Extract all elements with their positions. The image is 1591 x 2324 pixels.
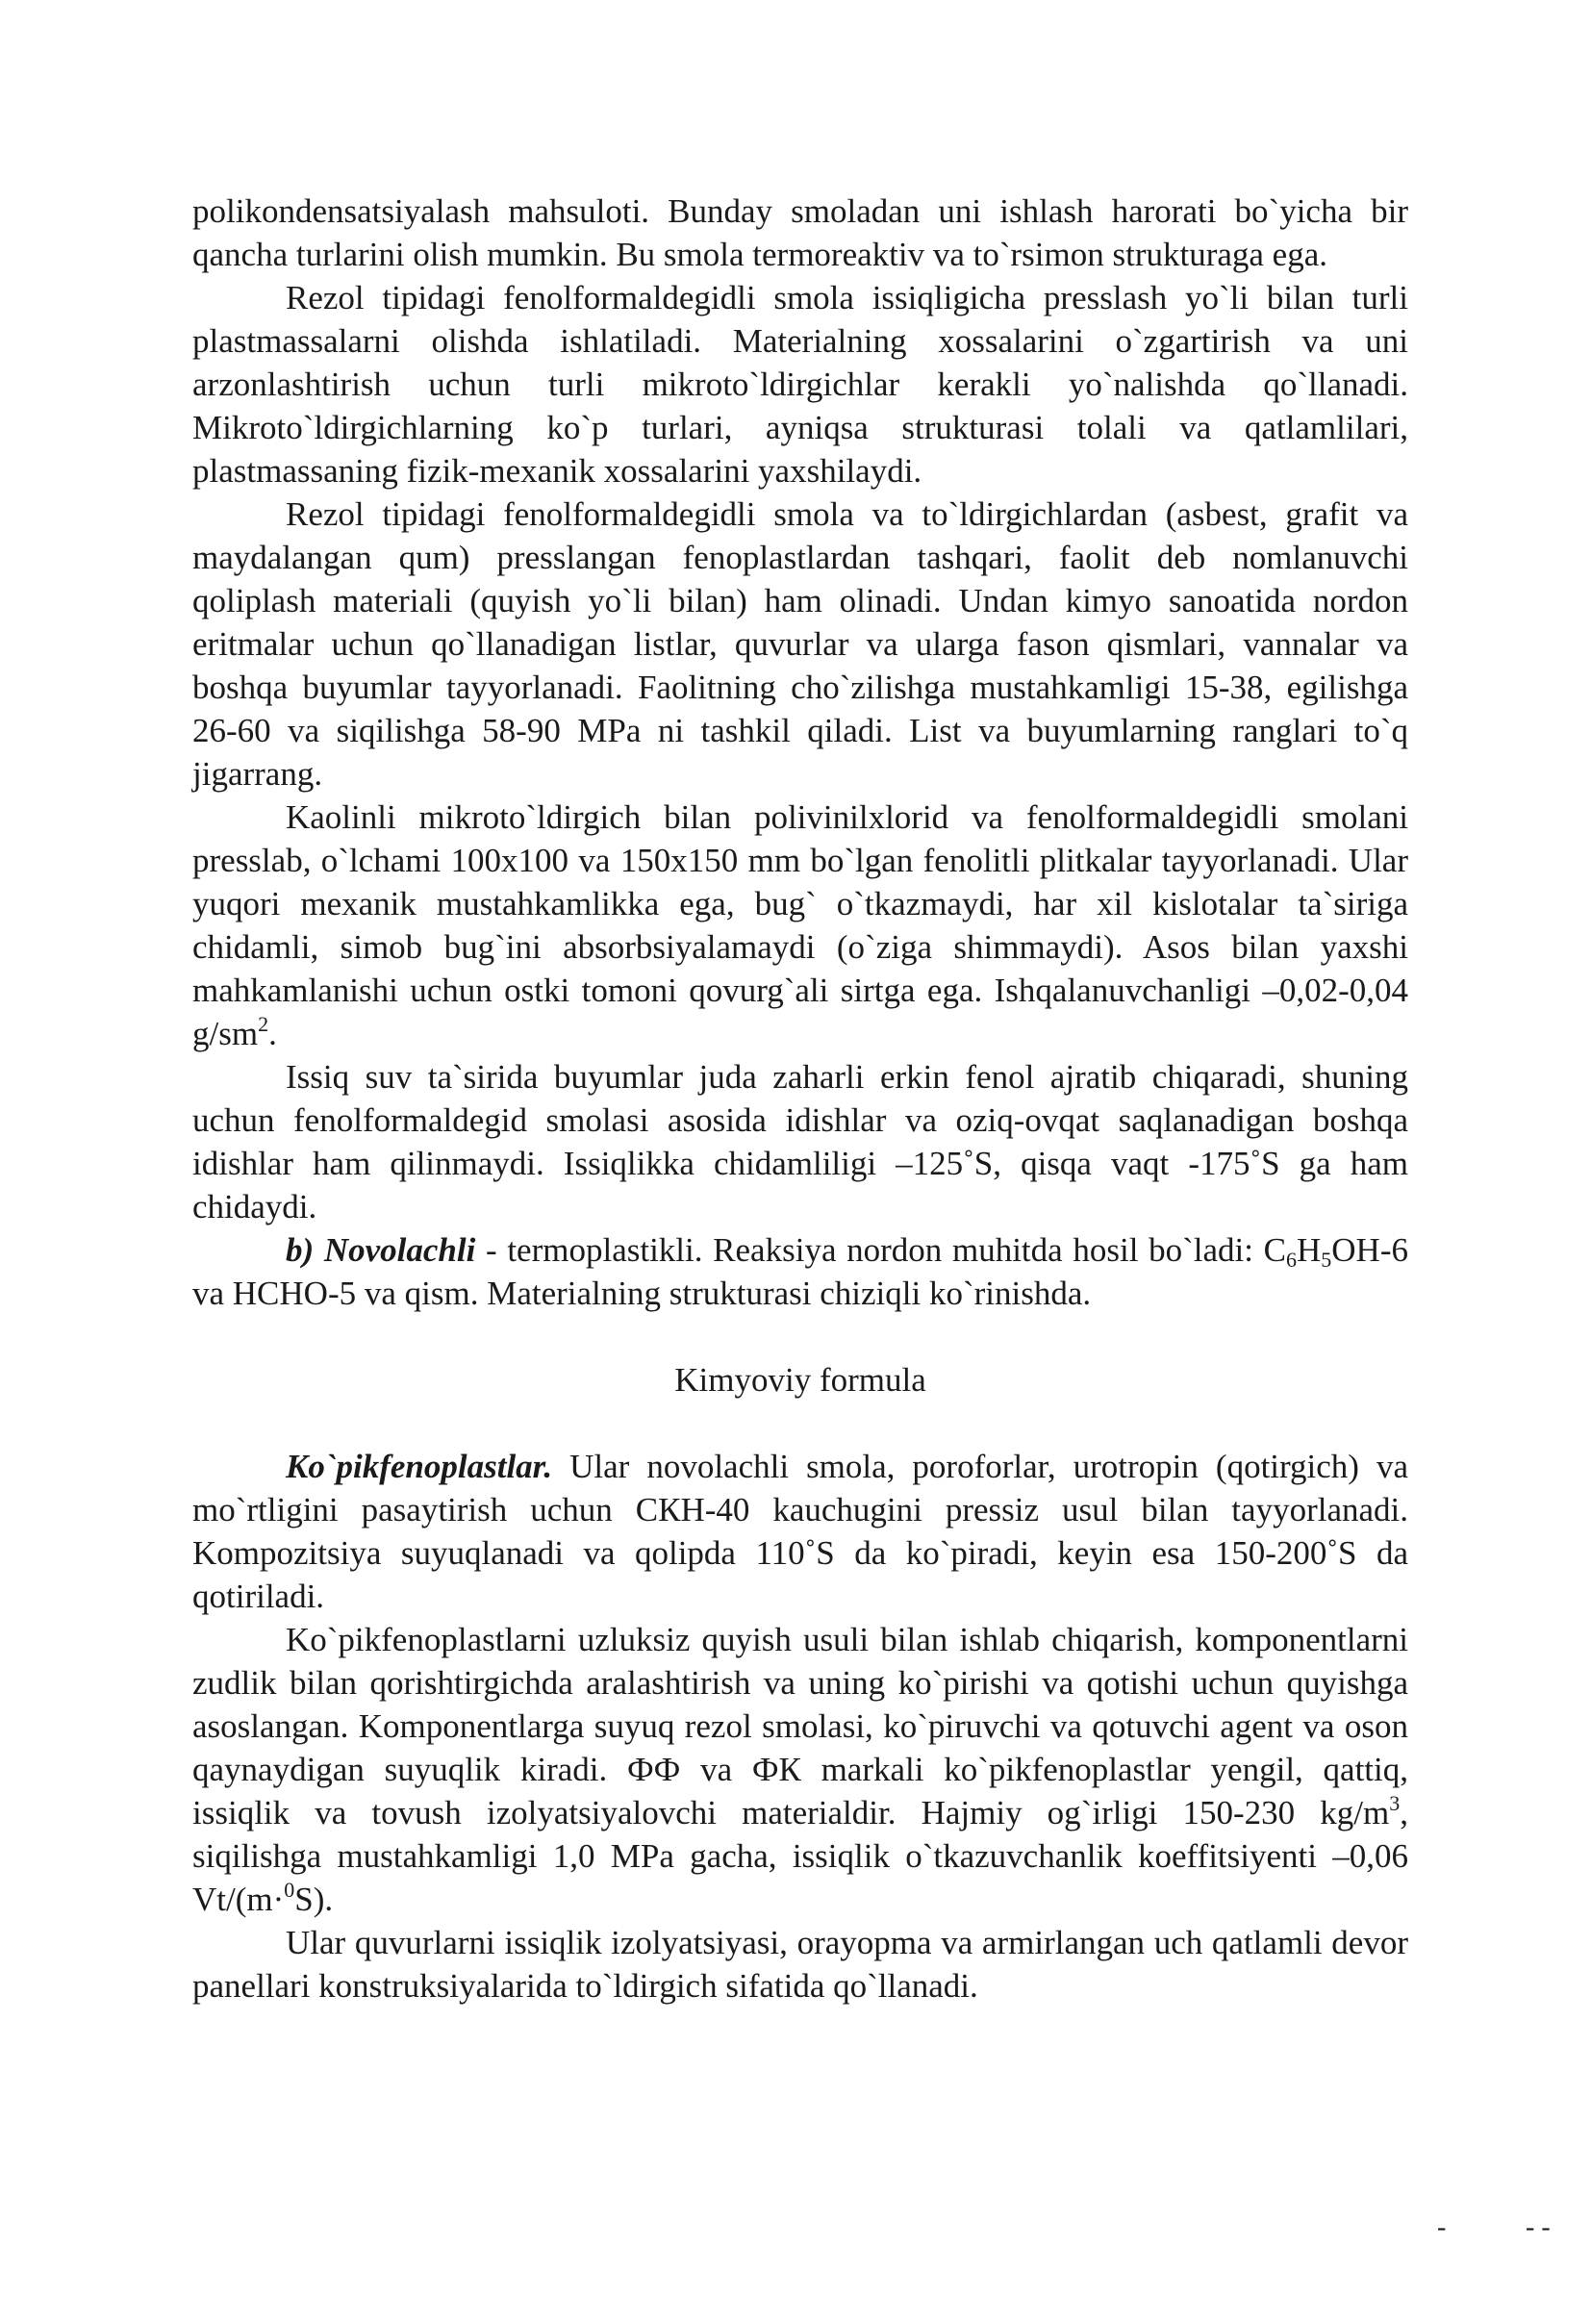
paragraph-6-text: - termoplastikli. Reaksiya nordon muhitda hosil bo`ladi: C xyxy=(475,1231,1286,1269)
paragraph-4-text: Kaolinli mikroto`ldirgich bilan polivinilxlorid va fenolformaldegidli smolani presslab, o`lchami 100x100 va 150x150 mm bo`lgan fenolitli plitkalar tayyorlanadi. Ular yuqori mexanik mustahkamlikka ega, bug` o`tkazmaydi, har xil kislotalar ta`siriga chidamli, simob bug`ini absorbsiyalamaydi (o`ziga shimmaydi). Asos bilan yaxshi mahkamlanishi uchun ostki tomoni qovurg`ali sirtga ega. Ishqalanuvchanligi –0,02-0,04 g/sm xyxy=(192,798,1408,1052)
page-footer xyxy=(1437,2212,1551,2324)
spacer xyxy=(192,1315,1408,1358)
footer-left-mark: - xyxy=(1437,2212,1447,2242)
paragraph-7-text: Ular novolachli smola, poroforlar, urotropin (qotirgich) va mo`rtligini pasaytirish uchun СКН-40 kauchugini pressiz usul bilan tayyorlanadi. Kompozitsiya suyuqlanadi va qolipda 110˚S da ko`piradi, keyin esa 150-200˚S da qotiriladi. xyxy=(192,1448,1408,1615)
spacer xyxy=(192,1402,1408,1445)
document-page xyxy=(192,189,1408,2008)
paragraph-7 xyxy=(192,1445,1408,1618)
paragraph-8-tail: S). xyxy=(294,1881,334,1918)
paragraph-5 xyxy=(192,1055,1408,1228)
paragraph-2-text: Rezol tipidagi fenolformaldegidli smola issiqligicha presslash yo`li bilan turli plastmassalarni olishda ishlatiladi. Materialning xossalarini o`zgartirish va uni arzonlashtirish uchun turli mikroto`ldirgichlar kerakli yo`nalishda qo`llanadi. Mikroto`ldirgichlarning ko`p turlari, ayniqsa strukturasi tolali va qatlamlilari, plastmassaning fizik-mexanik xossalarini yaxshilaydi. xyxy=(192,279,1408,490)
superscript: 2 xyxy=(258,1012,269,1036)
paragraph-8 xyxy=(192,1618,1408,1921)
subscript: 6 xyxy=(1286,1248,1297,1272)
paragraph-3-text: Rezol tipidagi fenolformaldegidli smola va to`ldirgichlardan (asbest, grafit va maydalangan qum) presslangan fenoplastlardan tashqari, faolit deb nomlanuvchi qoliplash materiali (quyish yo`li bilan) ham olinadi. Undan kimyo sanoatida nordon eritmalar uchun qo`llanadigan listlar, quvurlar va ularga fason qismlari, vannalar va boshqa buyumlar tayyorlanadi. Faolitning cho`zilishga mustahkamligi 15-38, egilishga 26-60 va siqilishga 58-90 MPa ni tashkil qiladi. List va buyumlarning ranglari to`q jigarrang. xyxy=(192,495,1408,793)
paragraph-3 xyxy=(192,493,1408,796)
formula-part: H xyxy=(1297,1231,1322,1269)
paragraph-1 xyxy=(192,189,1408,276)
paragraph-5-text: Issiq suv ta`sirida buyumlar juda zaharli erkin fenol ajratib chiqaradi, shuning uchun fenolformaldegid smolasi asosida idishlar va oziq-ovqat saqlanadigan boshqa idishlar ham qilinmaydi. Issiqlikka chidamliligi –125˚S, qisqa vaqt -175˚S ga ham chidaydi. xyxy=(192,1058,1408,1225)
paragraph-6-tail: OH-6 va HCHO-5 va qism. Materialning strukturasi chiziqli ko`rinishda. xyxy=(192,1231,1408,1312)
paragraph-9-text: Ular quvurlarni issiqlik izolyatsiyasi, orayopma va armirlangan uch qatlamli devor panellari konstruksiyalarida to`ldirgich sifatida qo`llanadi. xyxy=(192,1924,1408,2005)
formula-caption-text: Kimyoviy formula xyxy=(674,1361,926,1399)
paragraph-6-bold-lead: b) Novolachli xyxy=(286,1231,476,1269)
paragraph-7-bold-lead: Ko`pikfenoplastlar. xyxy=(286,1448,553,1485)
paragraph-4 xyxy=(192,796,1408,1055)
footer-right-mark: - - xyxy=(1526,2212,1551,2242)
paragraph-2 xyxy=(192,276,1408,493)
paragraph-8-mid: , siqilishga mustahkamligi 1,0 MPa gacha, issiqlik o`tkazuvchanlik koeffitsiyenti –0,06 Vt/(m· xyxy=(192,1794,1408,1918)
paragraph-8-text: Ko`pikfenoplastlarni uzluksiz quyish usuli bilan ishlab chiqarish, komponentlarni zudlik bilan qorishtirgichda aralashtirish va uning ko`pirishi va qotishi uchun quyishga asoslangan. Komponentlarga suyuq rezol smolasi, ko`piruvchi va qotuvchi agent va oson qaynaydigan suyuqlik kiradi. ФФ va ФК markali ko`pikfenoplastlar yengil, qattiq, issiqlik va tovush izolyatsiyalovchi materialdir. Hajmiy og`irligi 150-230 kg/m xyxy=(192,1621,1408,1831)
superscript: 0 xyxy=(284,1878,295,1902)
formula-caption xyxy=(192,1358,1408,1402)
superscript: 3 xyxy=(1389,1791,1401,1815)
paragraph-9 xyxy=(192,1921,1408,2008)
subscript: 5 xyxy=(1321,1248,1332,1272)
paragraph-1-text: polikondensatsiyalash mahsuloti. Bunday smoladan uni ishlash harorati bo`yicha bir qancha turlarini olish mumkin. Bu smola termoreaktiv va to`rsimon strukturaga ega. xyxy=(192,192,1408,273)
paragraph-4-tail: . xyxy=(268,1015,277,1052)
paragraph-6 xyxy=(192,1228,1408,1315)
